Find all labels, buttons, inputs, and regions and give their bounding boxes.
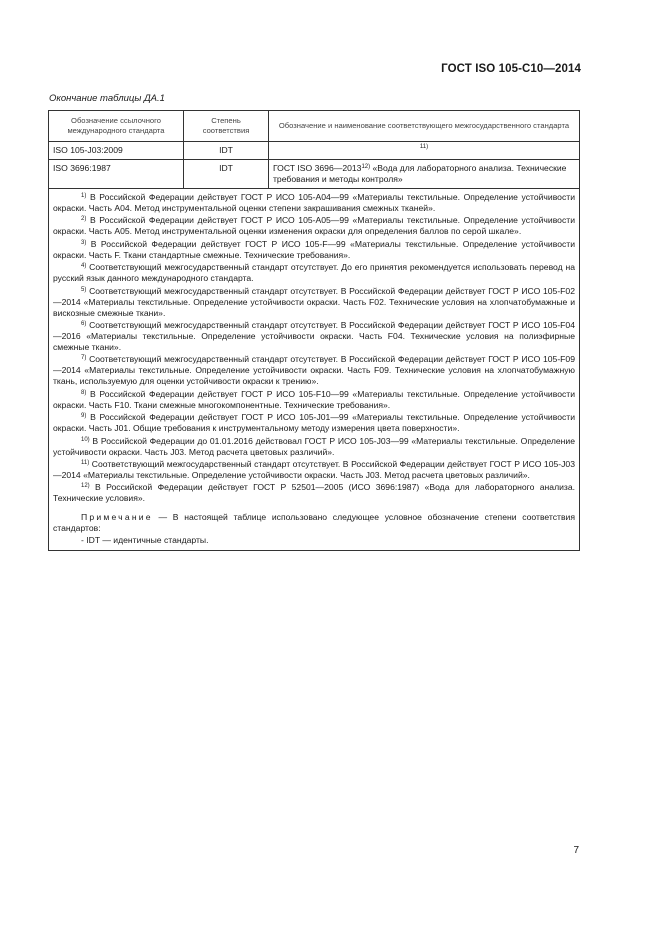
footnote-text: Соответствующий межгосударственный стандарт отсутствует. В Российской Федерации действует ГОСТ Р ИСО 105-F04—2016 «Материалы текстильные. Определение устойчивости окраски. Часть F04. Технические условия на полиэфирные смежные ткани». xyxy=(53,319,575,352)
table-remark xyxy=(53,512,575,534)
footnote xyxy=(53,436,575,458)
footnote-text: Соответствующий межгосударственный стандарт отсутствует. До его принятия рекомендуется использовать перевод на русский язык данного международного стандарта. xyxy=(53,262,576,284)
footnote-number: 7) xyxy=(81,355,87,362)
footnote-number: 1) xyxy=(81,193,87,199)
cell-intl-standard: ISO 105-J03:2009 xyxy=(49,142,184,160)
footnote xyxy=(53,412,575,434)
header-interstate-standard: Обозначение и наименование соответствующего межгосударственного стандарта xyxy=(269,111,580,142)
footnote xyxy=(53,239,575,261)
footnote xyxy=(53,192,575,214)
cell-degree: IDT xyxy=(184,142,269,160)
footnote xyxy=(53,286,575,319)
footnote-number: 3) xyxy=(81,239,87,246)
correspondence-table xyxy=(48,110,580,551)
header-degree: Степень соответствия xyxy=(184,111,269,142)
footnotes-row xyxy=(49,189,580,551)
footnote-text: В Российской Федерации действует ГОСТ Р ИСО 105-J01—99 «Материалы текстильные. Определение устойчивости окраски. Часть J01. Общие требования к инструментальному методу измерения цвета поверхности». xyxy=(53,412,576,434)
footnote-text: В Российской Федерации действует ГОСТ Р ИСО 105-A04—99 «Материалы текстильные. Определение устойчивости окраски. Часть A04. Метод инструментальной оценки степени закрашивания смежных тканей». xyxy=(53,192,575,213)
footnote xyxy=(53,459,575,481)
remark-text: — В настоящей таблице использовано следующее условное обозначение степени соответствия стандартов: xyxy=(53,512,575,534)
document-header: ГОСТ ISO 105-C10—2014 xyxy=(441,63,581,75)
footnote-number: 9) xyxy=(81,413,87,420)
footnote-number: 4) xyxy=(81,263,87,270)
footnote-number: 5) xyxy=(81,286,87,293)
cell-intl-standard: ISO 3696:1987 xyxy=(49,160,184,189)
footnotes-cell xyxy=(49,189,580,551)
page-number: 7 xyxy=(573,845,579,856)
cell-footnote-ref: 11) xyxy=(269,142,580,160)
cell-degree: IDT xyxy=(184,160,269,189)
footnote-ref: 12) xyxy=(361,164,371,170)
footnote-number: 8) xyxy=(81,389,87,396)
footnote-number: 6) xyxy=(81,320,87,327)
footnote xyxy=(53,354,575,387)
table-row xyxy=(49,142,580,160)
footnote-number: 10) xyxy=(81,436,90,443)
footnote xyxy=(53,320,575,353)
standard-title: «Вода для лабораторного анализа. Технические требования и методы контроля» xyxy=(273,163,567,184)
footnote-text: Соответствующий межгосударственный стандарт отсутствует. В Российской Федерации действует ГОСТ Р ИСО 105-F02—2014 «Материалы текстильные. Определение устойчивости окраски. Часть F02. Технические условия на хлопчатобумажные и вискозные смежные ткани». xyxy=(53,285,575,318)
footnote-number: 2) xyxy=(81,216,87,223)
table-header-row xyxy=(49,111,580,142)
standard-designation: ГОСТ ISO 3696—2013 xyxy=(273,163,362,173)
remark-item: - IDT — идентичные стандарты. xyxy=(81,535,209,546)
footnote-text: В Российской Федерации действует ГОСТ Р 52501—2005 (ИСО 3696:1987) «Вода для лабораторного анализа. Технические условия». xyxy=(53,482,576,504)
footnote-text: Соответствующий межгосударственный стандарт отсутствует. В Российской Федерации действует ГОСТ Р ИСО 105-F09—2014 «Материалы текстильные. Определение устойчивости окраски. Часть F09. Технические условия на хлопчатобумажную ткань, используемую для оценки устойчивости окраски к трению». xyxy=(53,354,575,387)
footnote xyxy=(53,389,575,411)
footnote-number: 11) xyxy=(81,459,90,466)
header-intl-standard: Обозначение ссылочного международного стандарта xyxy=(49,111,184,142)
cell-interstate-standard xyxy=(269,160,580,189)
footnote-text: В Российской Федерации действует ГОСТ Р ИСО 105-F—99 «Материалы текстильные. Определение устойчивости окраски. Часть F. Ткани стандартные смежные. Технические требования». xyxy=(53,238,576,260)
footnote-text: В Российской Федерации до 01.01.2016 действовал ГОСТ Р ИСО 105-J03—99 «Материалы текстильные. Определение устойчивости окраски. Часть J03. Метод расчета цветовых различий». xyxy=(53,435,575,457)
footnote-text: В Российской Федерации действует ГОСТ Р ИСО 105-A05—99 «Материалы текстильные. Определение устойчивости окраски. Часть A05. Метод инструментальной оценки изменения окраски для определения баллов по серой шкале». xyxy=(53,215,575,237)
remark-label: Примечание xyxy=(81,512,153,523)
table-row xyxy=(49,160,580,189)
footnote-text: Соответствующий межгосударственный стандарт отсутствует. В Российской Федерации действует ГОСТ Р ИСО 105-J03—2014 «Материалы текстильные. Определение устойчивости окраски. Часть J03. Метод расчета цветовых различий». xyxy=(53,458,575,480)
footnote xyxy=(53,215,575,237)
table-caption: Окончание таблицы ДА.1 xyxy=(49,93,165,104)
footnote xyxy=(53,262,575,284)
footnote-number: 12) xyxy=(81,483,90,490)
footnote-text: В Российской Федерации действует ГОСТ Р ИСО 105-F10—99 «Материалы текстильные. Определение устойчивости окраски. Часть F10. Ткани смежные многокомпонентные. Технические требования». xyxy=(53,388,576,410)
footnote xyxy=(53,482,575,504)
